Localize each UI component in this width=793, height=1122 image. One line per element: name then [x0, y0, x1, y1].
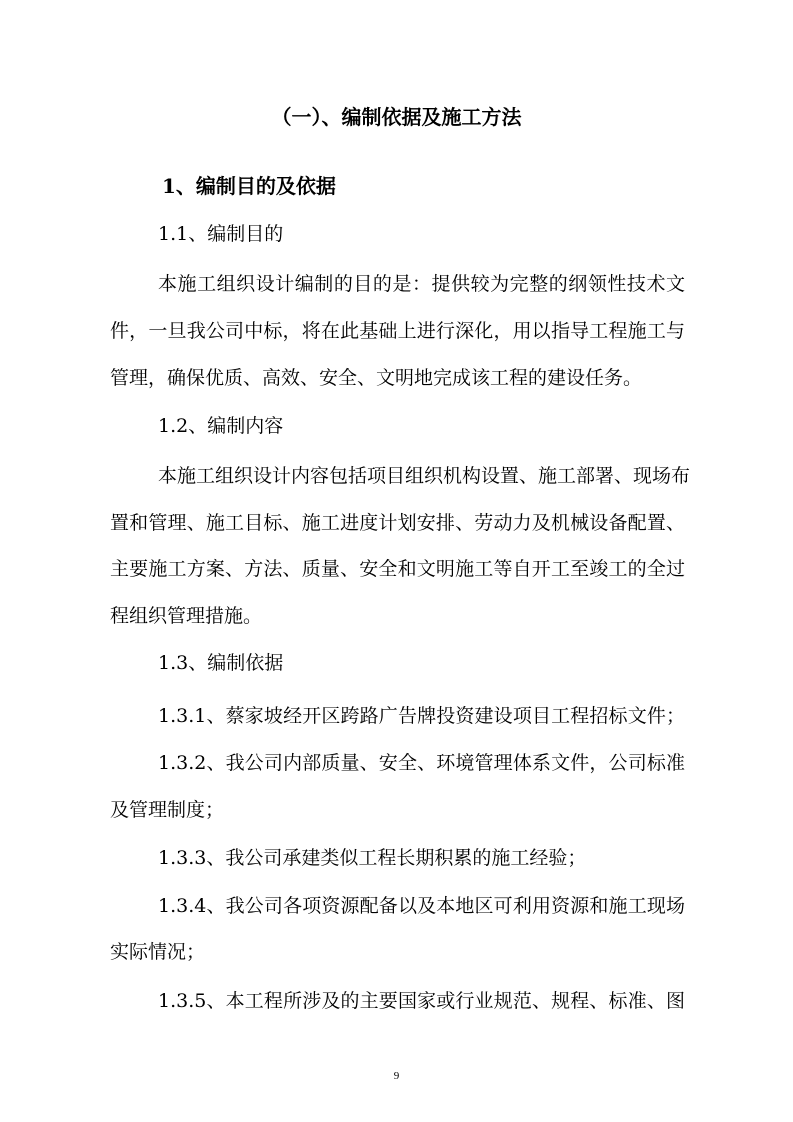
heading-1-2: 1.2、编制内容 [158, 415, 284, 437]
list-item-1-3-4: 1.3.4、我公司各项资源配备以及本地区可利用资源和施工现场 [158, 895, 685, 917]
list-item-1-3-2: 1.3.2、我公司内部质量、安全、环境管理体系文件，公司标准 [158, 752, 685, 774]
paragraph-line: 置和管理、施工目标、施工进度计划安排、劳动力及机械设备配置、 [110, 512, 685, 534]
paragraph-line: 本施工组织设计内容包括项目组织机构设置、施工部署、现场布 [158, 465, 691, 487]
paragraph-line: 件，一旦我公司中标，将在此基础上进行深化，用以指导工程施工与 [110, 320, 685, 342]
heading-1-1: 1.1、编制目的 [158, 223, 284, 245]
paragraph-line: 主要施工方案、方法、质量、安全和文明施工等自开工至竣工的全过 [110, 558, 685, 580]
paragraph-line: 本施工组织设计编制的目的是：提供较为完整的纲领性技术文 [158, 273, 685, 295]
list-item-1-3-1: 1.3.1、蔡家坡经开区跨路广告牌投资建设项目工程招标文件； [158, 705, 685, 727]
list-item-1-3-4-cont: 实际情况； [110, 941, 206, 963]
list-item-1-3-5: 1.3.5、本工程所涉及的主要国家或行业规范、规程、标准、图 [158, 990, 685, 1012]
paragraph-line: 管理，确保优质、高效、安全、文明地完成该工程的建设任务。 [110, 367, 643, 389]
list-item-1-3-2-cont: 及管理制度； [110, 799, 225, 821]
list-item-1-3-3: 1.3.3、我公司承建类似工程长期积累的施工经验； [158, 847, 587, 869]
heading-1: 1、编制目的及依据 [162, 174, 336, 198]
paragraph-line: 程组织管理措施。 [110, 605, 263, 627]
section-title: （一）、编制依据及施工方法 [271, 105, 522, 129]
page-number: 9 [393, 1070, 400, 1082]
heading-1-3: 1.3、编制依据 [158, 652, 284, 674]
